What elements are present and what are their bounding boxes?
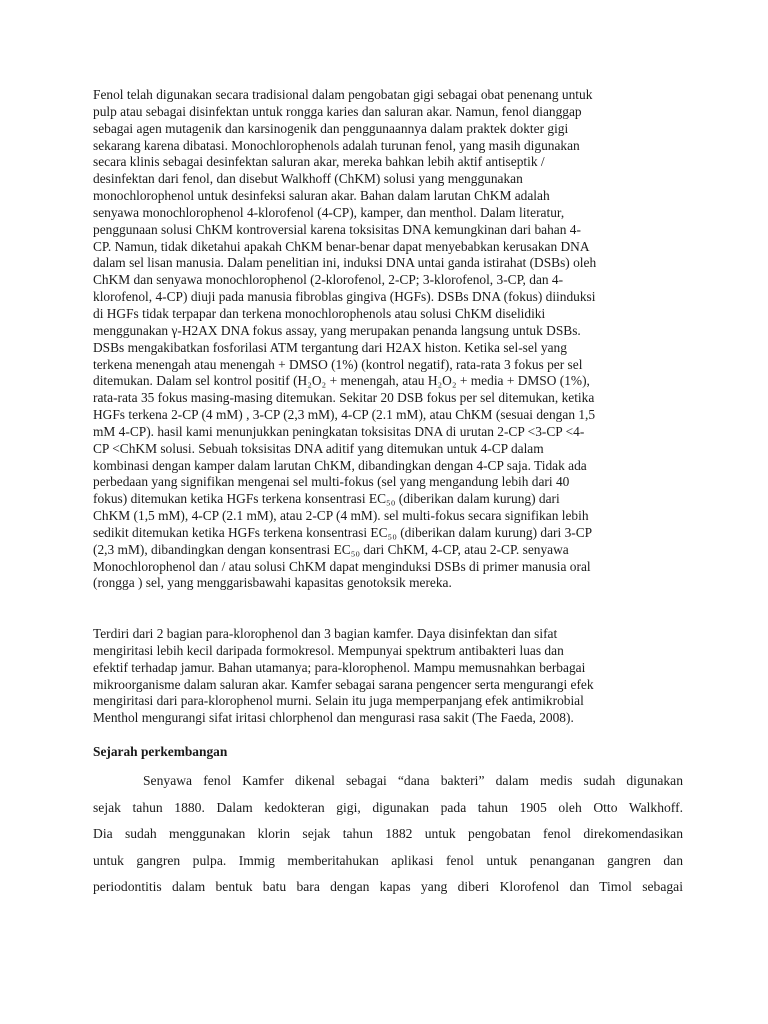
text-line: sedikit ditemukan ketika HGFs terkena konsentrasi EC₅₀ (diberikan dalam kurung) dari 3-CP: [93, 524, 593, 540]
text-line: CP. Namun, tidak diketahui apakah ChKM benar-benar dapat menyebabkan kerusakan DNA: [93, 238, 590, 254]
text-line: Dia sudah menggunakan klorin sejak tahun 1882 untuk pengobatan fenol direkomendasikan: [93, 826, 683, 842]
text-line: (rongga ) sel, yang menggarisbawahi kapasitas genotoksik mereka.: [93, 575, 452, 591]
text-line: ChKM (1,5 mM), 4-CP (2.1 mM), atau 2-CP (4 mM). sel multi-fokus secara signifikan lebih: [93, 508, 589, 524]
text-line: senyawa monochlorophenol 4-klorofenol (4-CP), kamper, dan menthol. Dalam literatur,: [93, 204, 565, 220]
text-line: sejak tahun 1880. Dalam kedokteran gigi, digunakan pada tahun 1905 oleh Otto Walkhoff.: [93, 799, 683, 815]
text-line: ChKM dan senyawa monochlorophenol (2-klorofenol, 2-CP; 3-klorofenol, 3-CP, dan 4-: [93, 272, 564, 288]
text-line: Menthol mengurangi sifat iritasi chlorphenol dan mengurasi rasa sakit (The Faeda, 2008).: [93, 710, 574, 726]
text-line: CP <ChKM solusi. Sebuah toksisitas DNA aditif yang ditemukan untuk 4-CP dalam: [93, 440, 544, 456]
paragraph-composition: [93, 626, 683, 727]
text-line: efektif terhadap jamur. Bahan utamanya; para-klorophenol. Mampu memusnahkan berbagai: [93, 659, 586, 675]
text-line: Fenol telah digunakan secara tradisional dalam pengobatan gigi sebagai obat penenang untuk: [93, 87, 593, 102]
text-line: Terdiri dari 2 bagian para-klorophenol dan 3 bagian kamfer. Daya disinfektan dan sifat: [93, 626, 558, 641]
text-line: (2,3 mM), dibandingkan dengan konsentrasi EC₅₀ dari ChKM, 4-CP, atau 2-CP. senyawa: [93, 541, 569, 557]
text-line: Senyawa fenol Kamfer dikenal sebagai “dana bakteri” dalam medis sudah digunakan: [143, 773, 683, 788]
text-line: HGFs terkena 2-CP (4 mM) , 3-CP (2,3 mM), 4-CP (2.1 mM), atau ChKM (sesuai dengan 1,5: [93, 407, 596, 423]
text-line: terkena menengah atau menengah + DMSO (1%) (kontrol negatif), rata-rata 3 fokus per sel: [93, 356, 583, 372]
text-line: periodontitis dalam bentuk batu bara dengan kapas yang diberi Klorofenol dan Timol sebagai: [93, 879, 683, 895]
text-line: rata-rata 35 fokus masing-masing ditemukan. Sekitar 20 DSB fokus per sel ditemukan, ketika: [93, 390, 595, 406]
text-line: monochlorophenol untuk desinfeksi saluran akar. Bahan dalam larutan ChKM adalah: [93, 188, 550, 204]
text-line: desinfektan dari fenol, dan disebut Walkhoff (ChKM) solusi yang menggunakan: [93, 171, 523, 187]
paragraph-abstract: [93, 87, 683, 592]
text-line: untuk gangren pulpa. Immig memberitahukan aplikasi fenol untuk penanganan gangren dan: [93, 852, 683, 868]
text-line: secara klinis sebagai desinfektan saluran akar, mereka bahkan lebih aktif antiseptik /: [93, 154, 545, 170]
paragraph-history: [93, 768, 683, 901]
text-line: mikroorganisme dalam saluran akar. Kamfer sebagai sarana pengencer serta mengurangi efek: [93, 676, 594, 692]
text-line: pulp atau sebagai disinfektan untuk rongga karies dan saluran akar. Namun, fenol dianggap: [93, 103, 582, 119]
text-line: mengiritasi dari para-klorophenol murni. Selain itu juga memperpanjang efek antimikrobial: [93, 693, 584, 709]
text-line: di HGFs tidak terpapar dan terkena monochlorophenols atau solusi ChKM diselidiki: [93, 305, 546, 321]
text-line: Monochlorophenol dan / atau solusi ChKM dapat menginduksi DSBs di primer manusia oral: [93, 558, 591, 574]
text-line: kombinasi dengan kamper dalam larutan ChKM, dibandingkan dengan 4-CP saja. Tidak ada: [93, 457, 587, 473]
text-line: perbedaan yang signifikan mengenai sel multi-fokus (sel yang mengandung lebih dari 40: [93, 474, 570, 490]
text-line: penggunaan solusi ChKM kontroversial karena toksisitas DNA kemungkinan dari bahan 4-: [93, 221, 581, 237]
text-line: ditemukan. Dalam sel kontrol positif (H₂O₂ + menengah, atau H₂O₂ + media + DMSO (1%),: [93, 373, 590, 389]
text-line: fokus) ditemukan ketika HGFs terkena konsentrasi EC₅₀ (diberikan dalam kurung) dari: [93, 491, 560, 507]
text-line: mengiritasi lebih kecil daripada formokresol. Mempunyai spektrum antibakteri luas dan: [93, 642, 564, 658]
section-heading: Sejarah perkembangan: [93, 744, 228, 759]
text-line: mM 4-CP). hasil kami menunjukkan peningkatan toksisitas DNA di urutan 2-CP <3-CP <4-: [93, 423, 585, 439]
text-line: klorofenol, 4-CP) diuji pada manusia fibroblas gingiva (HGFs). DSBs DNA (fokus) diinduksi: [93, 289, 596, 305]
text-line: DSBs mengakibatkan fosforilasi ATM tergantung dari H2AX histon. Ketika sel-sel yang: [93, 339, 567, 355]
text-line: sekarang karena dibatasi. Monochlorophenols adalah turunan fenol, yang masih digunakan: [93, 137, 580, 153]
text-line: dalam sel lisan manusia. Dalam penelitian ini, induksi DNA untai ganda istirahat (DSBs) oleh: [93, 255, 597, 271]
text-line: menggunakan γ-H2AX DNA fokus assay, yang merupakan penanda langsung untuk DSBs.: [93, 322, 581, 338]
text-line: sebagai agen mutagenik dan karsinogenik dan penggunaannya dalam praktek dokter gigi: [93, 120, 569, 136]
